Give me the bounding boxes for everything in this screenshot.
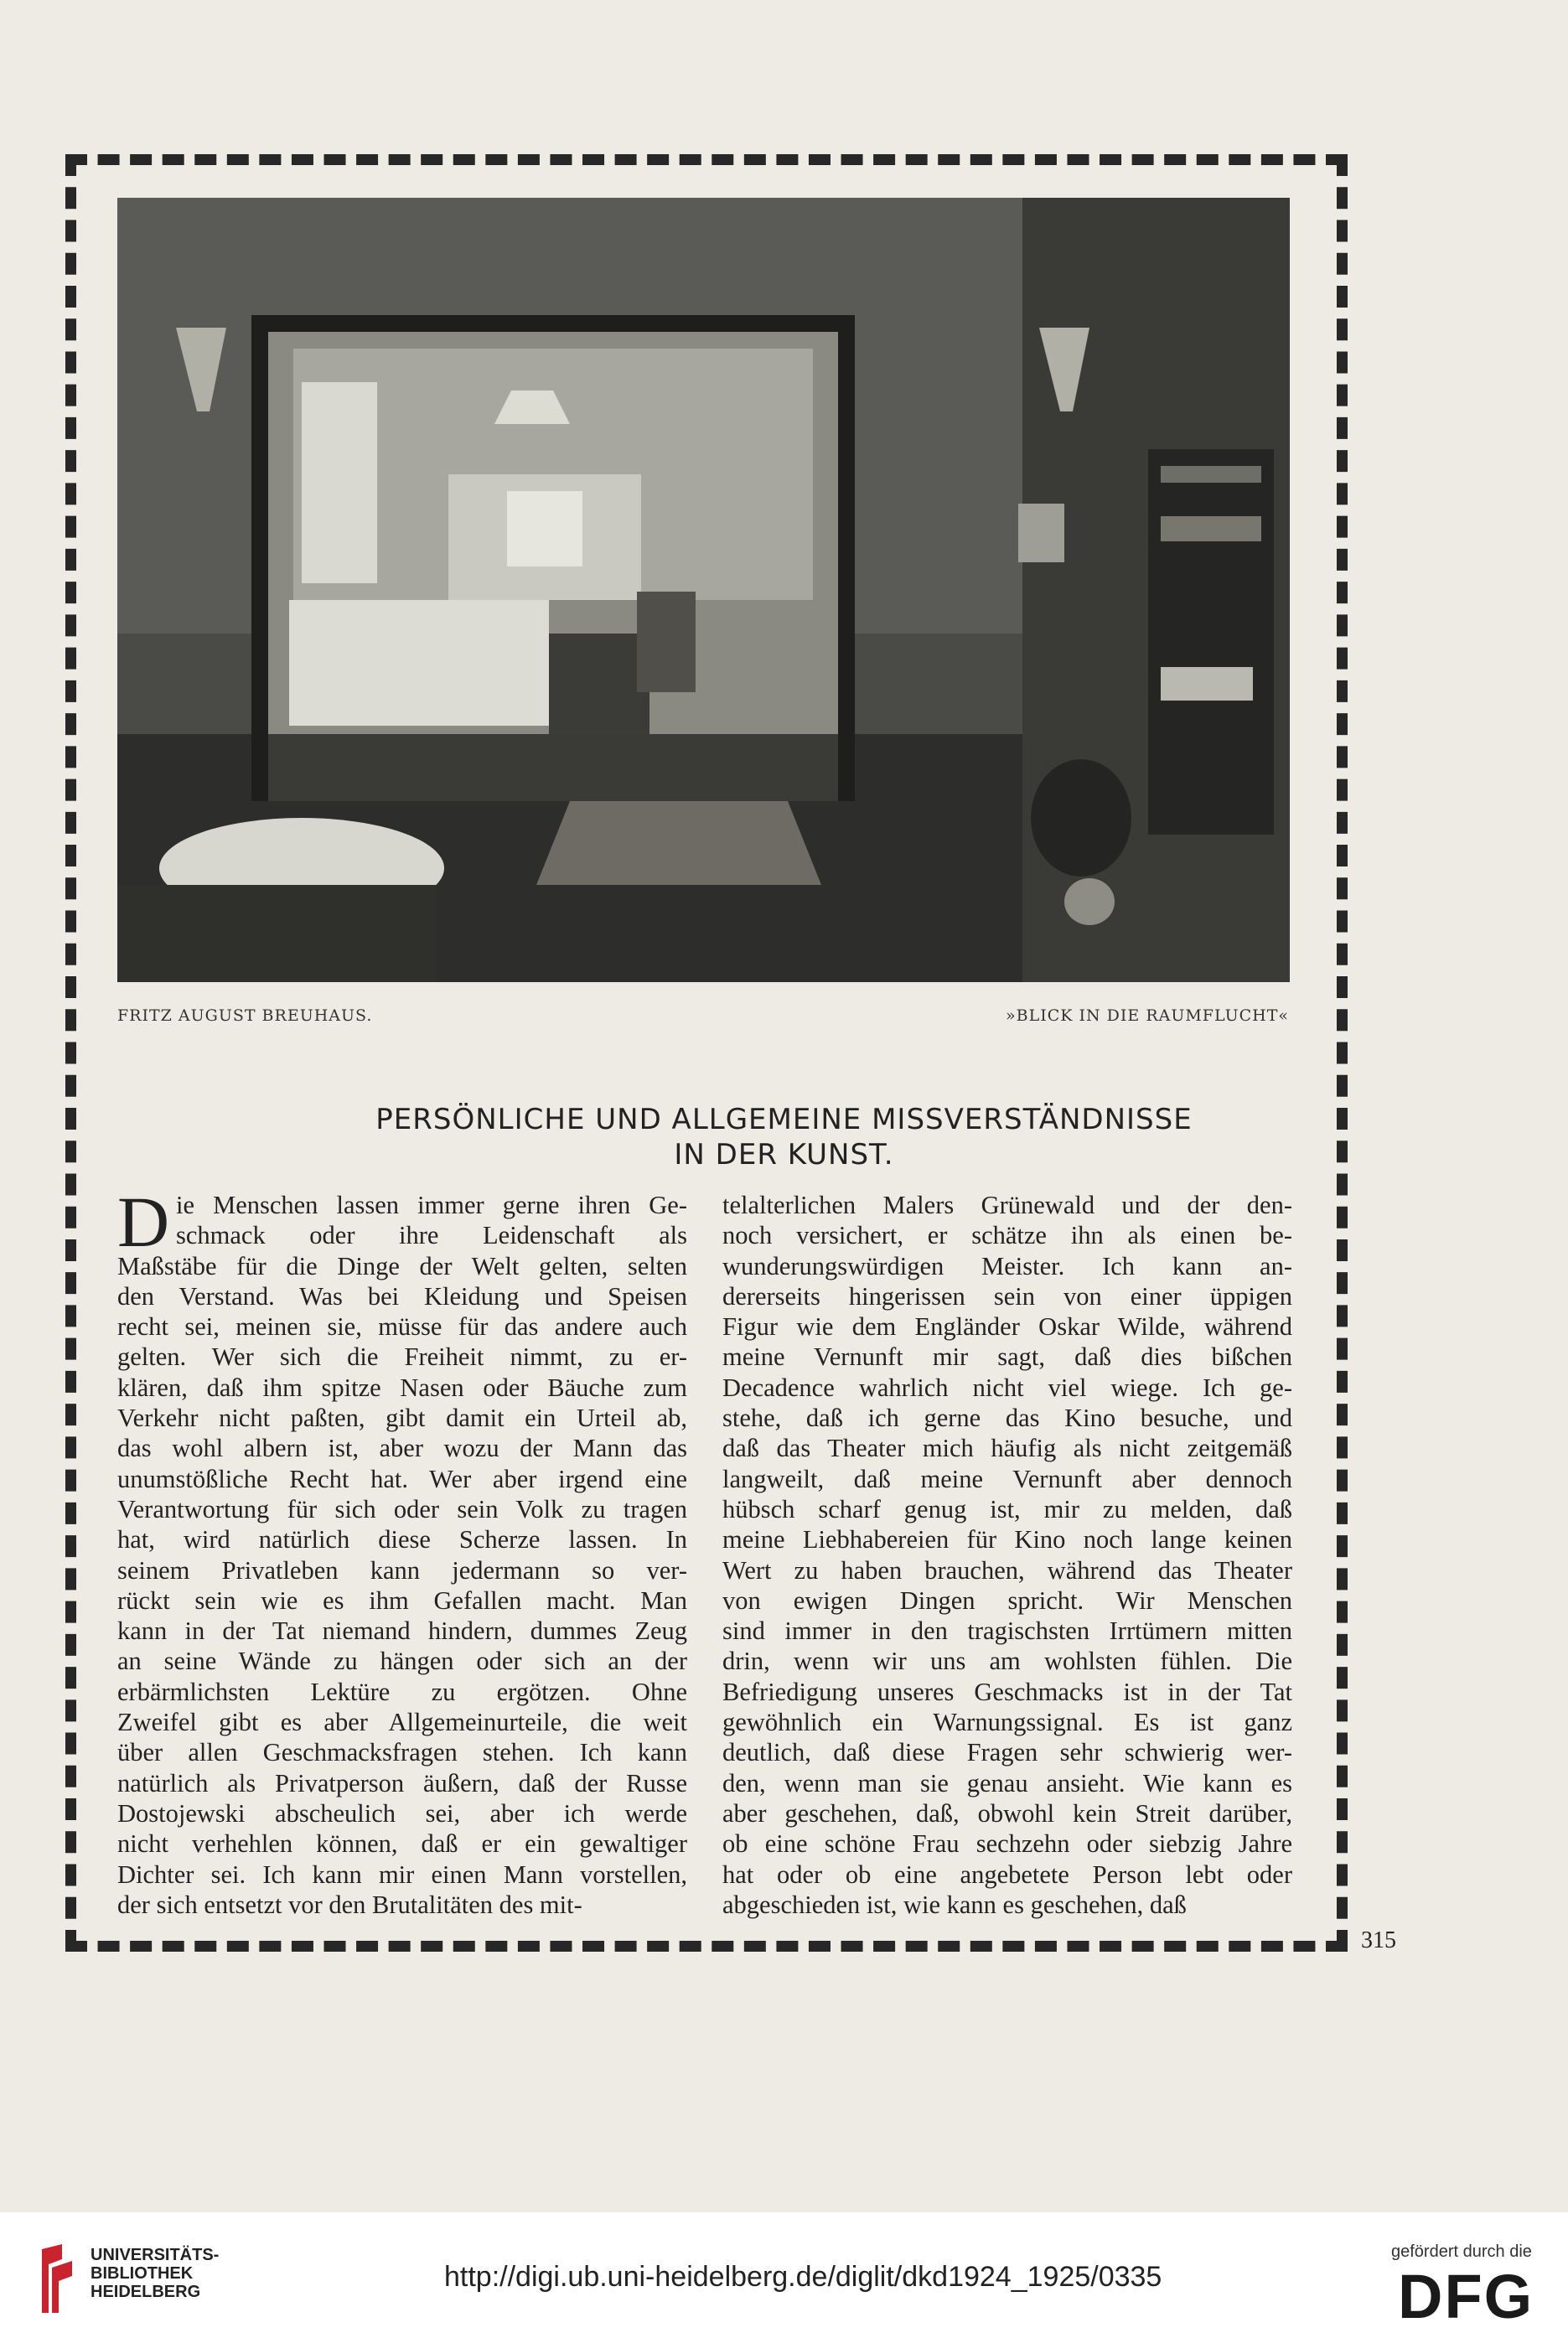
text-line: an seine Wände zu hängen oder sich an der [117, 1647, 687, 1676]
library-name-line1: UNIVERSITÄTS- [91, 2246, 220, 2264]
university-library-logo-icon [37, 2242, 77, 2315]
text-line: hübsch scharf genug ist, mir zu melden, daß [722, 1494, 1292, 1523]
text-line: meine Vernunft mir sagt, daß dies bißchen [722, 1342, 1292, 1372]
text-line: hat, wird natürlich diese Scherze lassen. In [117, 1525, 687, 1554]
text-line: sind immer in den tragischsten Irrtümern mitten [722, 1616, 1292, 1646]
text-line: ob eine schöne Frau sechzehn oder siebzig Jahre [722, 1829, 1292, 1859]
text-line: Verantwortung für sich oder sein Volk zu tragen [117, 1494, 687, 1523]
text-line: Maßstäbe für die Dinge der Welt gelten, selten [117, 1251, 687, 1280]
text-line: das wohl albern ist, aber wozu der Mann das [117, 1434, 687, 1463]
text-line: deutlich, daß diese Fragen sehr schwierig wer- [722, 1738, 1292, 1767]
library-name-line3: HEIDELBERG [91, 2283, 201, 2301]
text-line: Decadence wahrlich nicht viel wiege. Ich ge- [722, 1373, 1292, 1402]
text-line: Figur wie dem Engländer Oskar Wilde, während [722, 1312, 1292, 1342]
article-column-right [722, 1190, 1292, 1920]
drop-cap: D [117, 1182, 170, 1262]
text-line: seinem Privatleben kann jedermann so ver- [117, 1555, 687, 1585]
text-line: schmack oder ihre Leidenschaft als [176, 1221, 687, 1250]
text-line: daß das Theater mich häufig als nicht zeitgemäß [722, 1434, 1292, 1463]
text-line: den, wenn man sie genau ansieht. Wie kann es [722, 1768, 1292, 1797]
article-title-line1: PERSÖNLICHE UND ALLGEMEINE MISSVERSTÄNDNISSE [375, 1103, 1193, 1136]
text-line: wunderungswürdigen Meister. Ich kann an- [722, 1251, 1292, 1280]
text-line: natürlich als Privatperson äußern, daß der Russe [117, 1768, 687, 1797]
text-line: Wert zu haben brauchen, während das Theater [722, 1555, 1292, 1585]
interior-photograph [117, 198, 1290, 982]
text-line: recht sei, meinen sie, müsse für das andere auch [117, 1312, 687, 1342]
text-line: telalterlichen Malers Grünewald und der den- [722, 1191, 1292, 1219]
text-line: rückt sein wie es ihm Gefallen macht. Man [117, 1585, 687, 1615]
text-line: drin, wenn wir uns am wohlsten fühlen. Die [722, 1647, 1292, 1676]
library-name-line2: BIBLIOTHEK [91, 2264, 194, 2283]
text-line: Dichter sei. Ich kann mir einen Mann vorstellen, [117, 1860, 687, 1889]
text-line: Zweifel gibt es aber Allgemeinurteile, die weit [117, 1708, 687, 1737]
text-line: klären, daß ihm spitze Nasen oder Bäuche zum [117, 1373, 687, 1402]
dfg-logo: DFG [1398, 2262, 1534, 2331]
text-line: über allen Geschmacksfragen stehen. Ich kann [117, 1738, 687, 1767]
text-line: der sich entsetzt vor den Brutalitäten des mit- [117, 1890, 582, 1919]
text-line: von ewigen Dingen spricht. Wir Menschen [722, 1585, 1292, 1615]
text-line: noch versichert, er schätze ihn als einen be- [722, 1221, 1292, 1250]
text-line: gewöhnlich ein Warnungssignal. Es ist ganz [722, 1708, 1292, 1737]
text-line: meine Liebhabereien für Kino noch lange keinen [722, 1525, 1292, 1554]
library-name [91, 2246, 219, 2301]
text-line: stehe, daß ich gerne das Kino besuche, und [722, 1404, 1292, 1433]
permalink-url[interactable]: http://digi.ub.uni-heidelberg.de/diglit/dkd1924_1925/0335 [444, 2261, 1162, 2293]
text-line: langweilt, daß meine Vernunft aber dennoch [722, 1464, 1292, 1493]
text-line: Dostojewski abscheulich sei, aber ich werde [117, 1798, 687, 1828]
page-number: 315 [1361, 1927, 1396, 1953]
text-line: dererseits hingerissen sein von einer üppigen [722, 1281, 1292, 1311]
photo-caption-artist: FRITZ AUGUST BREUHAUS. [117, 1006, 373, 1025]
text-line: nicht verhehlen können, daß er ein gewaltiger [117, 1829, 687, 1859]
text-line: unumstößliche Recht hat. Wer aber irgend eine [117, 1464, 687, 1493]
text-line: aber geschehen, daß, obwohl kein Streit darüber, [722, 1798, 1292, 1828]
text-line: gelten. Wer sich die Freiheit nimmt, zu er- [117, 1342, 687, 1372]
text-line: kann in der Tat niemand hindern, dummes Zeug [117, 1616, 687, 1646]
text-line: Befriedigung unseres Geschmacks ist in der Tat [722, 1677, 1292, 1706]
text-line: hat oder ob eine angebetete Person lebt oder [722, 1860, 1292, 1889]
text-line: abgeschieden ist, wie kann es geschehen, daß [722, 1890, 1187, 1919]
text-line: erbärmlichsten Lektüre zu ergötzen. Ohne [117, 1677, 687, 1706]
photo-caption-title: »BLICK IN DIE RAUMFLUCHT« [1006, 1006, 1289, 1025]
text-line: ie Menschen lassen immer gerne ihren Ge- [176, 1191, 687, 1219]
funded-by-label: gefördert durch die [1391, 2242, 1532, 2261]
article-title-line2: IN DER KUNST. [674, 1138, 894, 1172]
article-column-left [117, 1182, 687, 1920]
text-line: den Verstand. Was bei Kleidung und Speisen [117, 1281, 687, 1311]
text-line: Verkehr nicht paßten, gibt damit ein Urteil ab, [117, 1404, 687, 1433]
